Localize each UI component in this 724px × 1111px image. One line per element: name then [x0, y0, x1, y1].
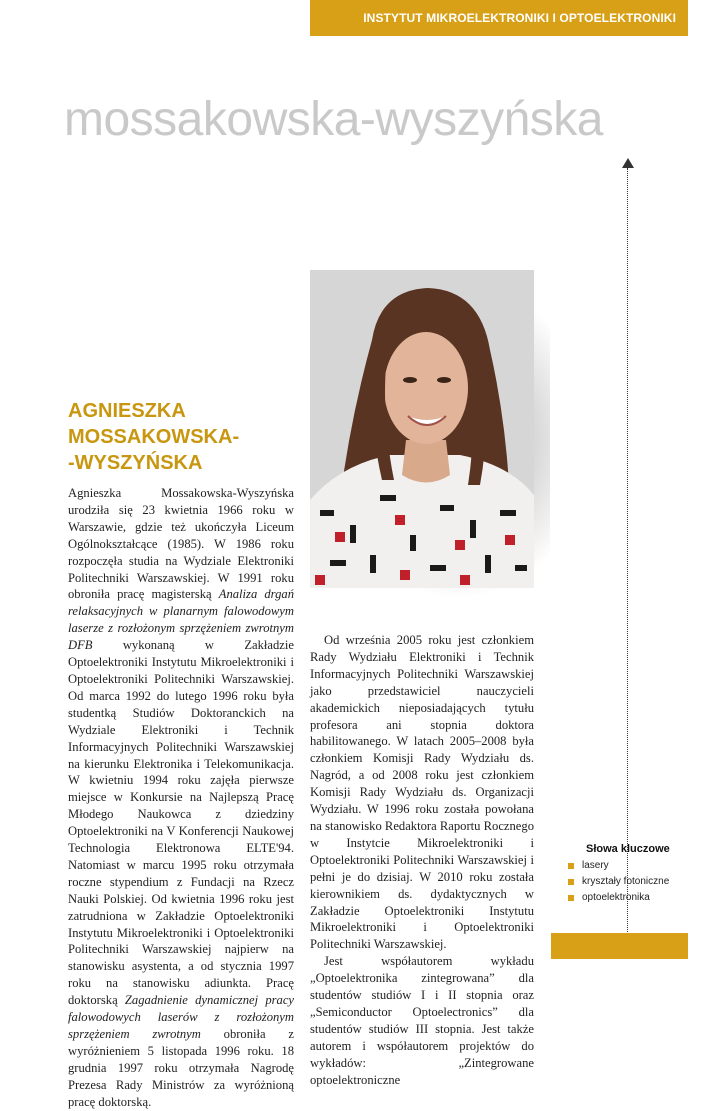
keyword-item: optoelektronika — [568, 890, 669, 906]
arrow-up-icon — [622, 158, 634, 168]
name-line-3: -WYSZYŃSKA — [68, 452, 203, 474]
bullet-square-icon — [568, 863, 574, 869]
institute-name: INSTYTUT MIKROELEKTRONIKI I OPTOELEKTRONIKI — [363, 11, 676, 25]
footer-accent-bar — [551, 933, 688, 959]
biography-paragraph-2: Od września 2005 roku jest członkiem Rady Wydziału Elektroniki i Technik Informacyjnych Politechniki Warszawskiej jako przedstawiciel nauczycieli akademickich nieposiadających tytułu profesora ani stopnia doktora habilitowanego. W latach 2005–2008 była członkiem Komisji Rady Wydziału ds. Nagród, a od 2008 roku jest członkiem Komisji Rady Wydziału ds. Organizacji Wydziału. W 1996 roku została powołana na stanowisko Redaktora Raportu Rocznego w Instytcie Mikroelektroniki i Optoelektroniki Politechniki Warszawskiej i pełni je do dzisiaj. W 2010 roku została kierownikiem ds. dydaktycznych w Zakładzie Optoelektroniki Instytutu Mikroelektroniki i Optoelektroniki Politechniki Warszawskiej. — [310, 633, 534, 952]
bullet-square-icon — [568, 879, 574, 885]
person-name — [68, 398, 239, 476]
biography-paragraph-1: Agnieszka Mossakowska-Wyszyńska urodziła się 23 kwietnia 1966 roku w Warszawie, gdzie też ukończyła Liceum Ogólnokształcące (1985). W 1986 roku rozpoczęła studia na Wydziale Elektroniki Politechniki Warszawskiej. W 1991 roku obroniła pracę magisterską Analiza drgań relaksacyjnych w planarnym falowodowym laserze z rozłożonym sprzężeniem zwrotnym DFB wykonaną w Zakładzie Optoelektroniki Instytutu Mikroelektroniki i Optoelektroniki Politechniki Warszawskiej. Od marca 1992 do lutego 1996 roku była studentką Studiów Doktoranckich na Wydziale Elektroniki i Technik Informacyjnych Politechniki Warszawskiej na kierunku Elektronika i Telekomunikacja. W kwietniu 1994 roku zajęła pierwsze miejsce w Konkursie na Najlepszą Pracę Młodego Naukowca z dziedziny Optoelektroniki na V Konferencji Naukowej Technologia Elektronowa ELTE'94. Natomiast w marcu 1995 roku otrzymała roczne stypendium z Fundacji na Rzecz Nauki Polskiej. Od kwietnia 1996 roku jest zatrudniona w Zakładzie Optoelektroniki Instytutu Mikroelektroniki i Optoelektroniki Politechniki Warszawskiej najpierw na stanowisku asystenta, a od stycznia 1997 roku na stanowisku adiunkta. Pracę doktorską Zagadnienie dynamicznej pracy falowodowych laserów z rozłożonym sprzężeniem zwrotnym obroniła z wyróżnieniem 5 listopada 1996 roku. 18 grudnia 1997 roku otrzymała Nagrodę Prezesa Rady Ministrów za wyróżnioną pracę doktorską. — [68, 486, 294, 1109]
biography-column-1 — [68, 485, 294, 1111]
master-thesis-title: Analiza drgań relaksacyjnych w planarnym falowodowym laserze z rozłożonym sprzężeniem zwrotnym DFB — [68, 587, 294, 653]
portrait-photo — [310, 270, 534, 588]
header-bar — [310, 0, 688, 36]
biography-paragraph-3: Jest współautorem wykładu „Optoelektronika zintegrowana” dla studentów studiów I i II stopnia oraz „Semiconductor Optoelectronics” dla studentów studiów III stopnia. Jest także autorem i współautorem projektów do wykładów: „Zintegrowane optoelektroniczne — [310, 954, 534, 1087]
name-line-1: AGNIESZKA — [68, 400, 186, 422]
keywords-title: Słowa kluczowe — [586, 843, 670, 855]
name-line-2: MOSSAKOWSKA- — [68, 426, 240, 448]
bullet-square-icon — [568, 895, 574, 901]
keyword-item: kryształy fotoniczne — [568, 874, 669, 890]
keywords-list — [568, 858, 669, 906]
surname-title: mossakowska-wyszyńska — [64, 93, 603, 146]
phd-thesis-title: Zagadnienie dynamicznej pracy falowodowych laserów z rozłożonym sprzężeniem zwrotnym — [68, 993, 294, 1041]
dotted-guide-line — [627, 168, 628, 948]
biography-column-2 — [310, 632, 534, 1088]
keyword-item: lasery — [568, 858, 669, 874]
